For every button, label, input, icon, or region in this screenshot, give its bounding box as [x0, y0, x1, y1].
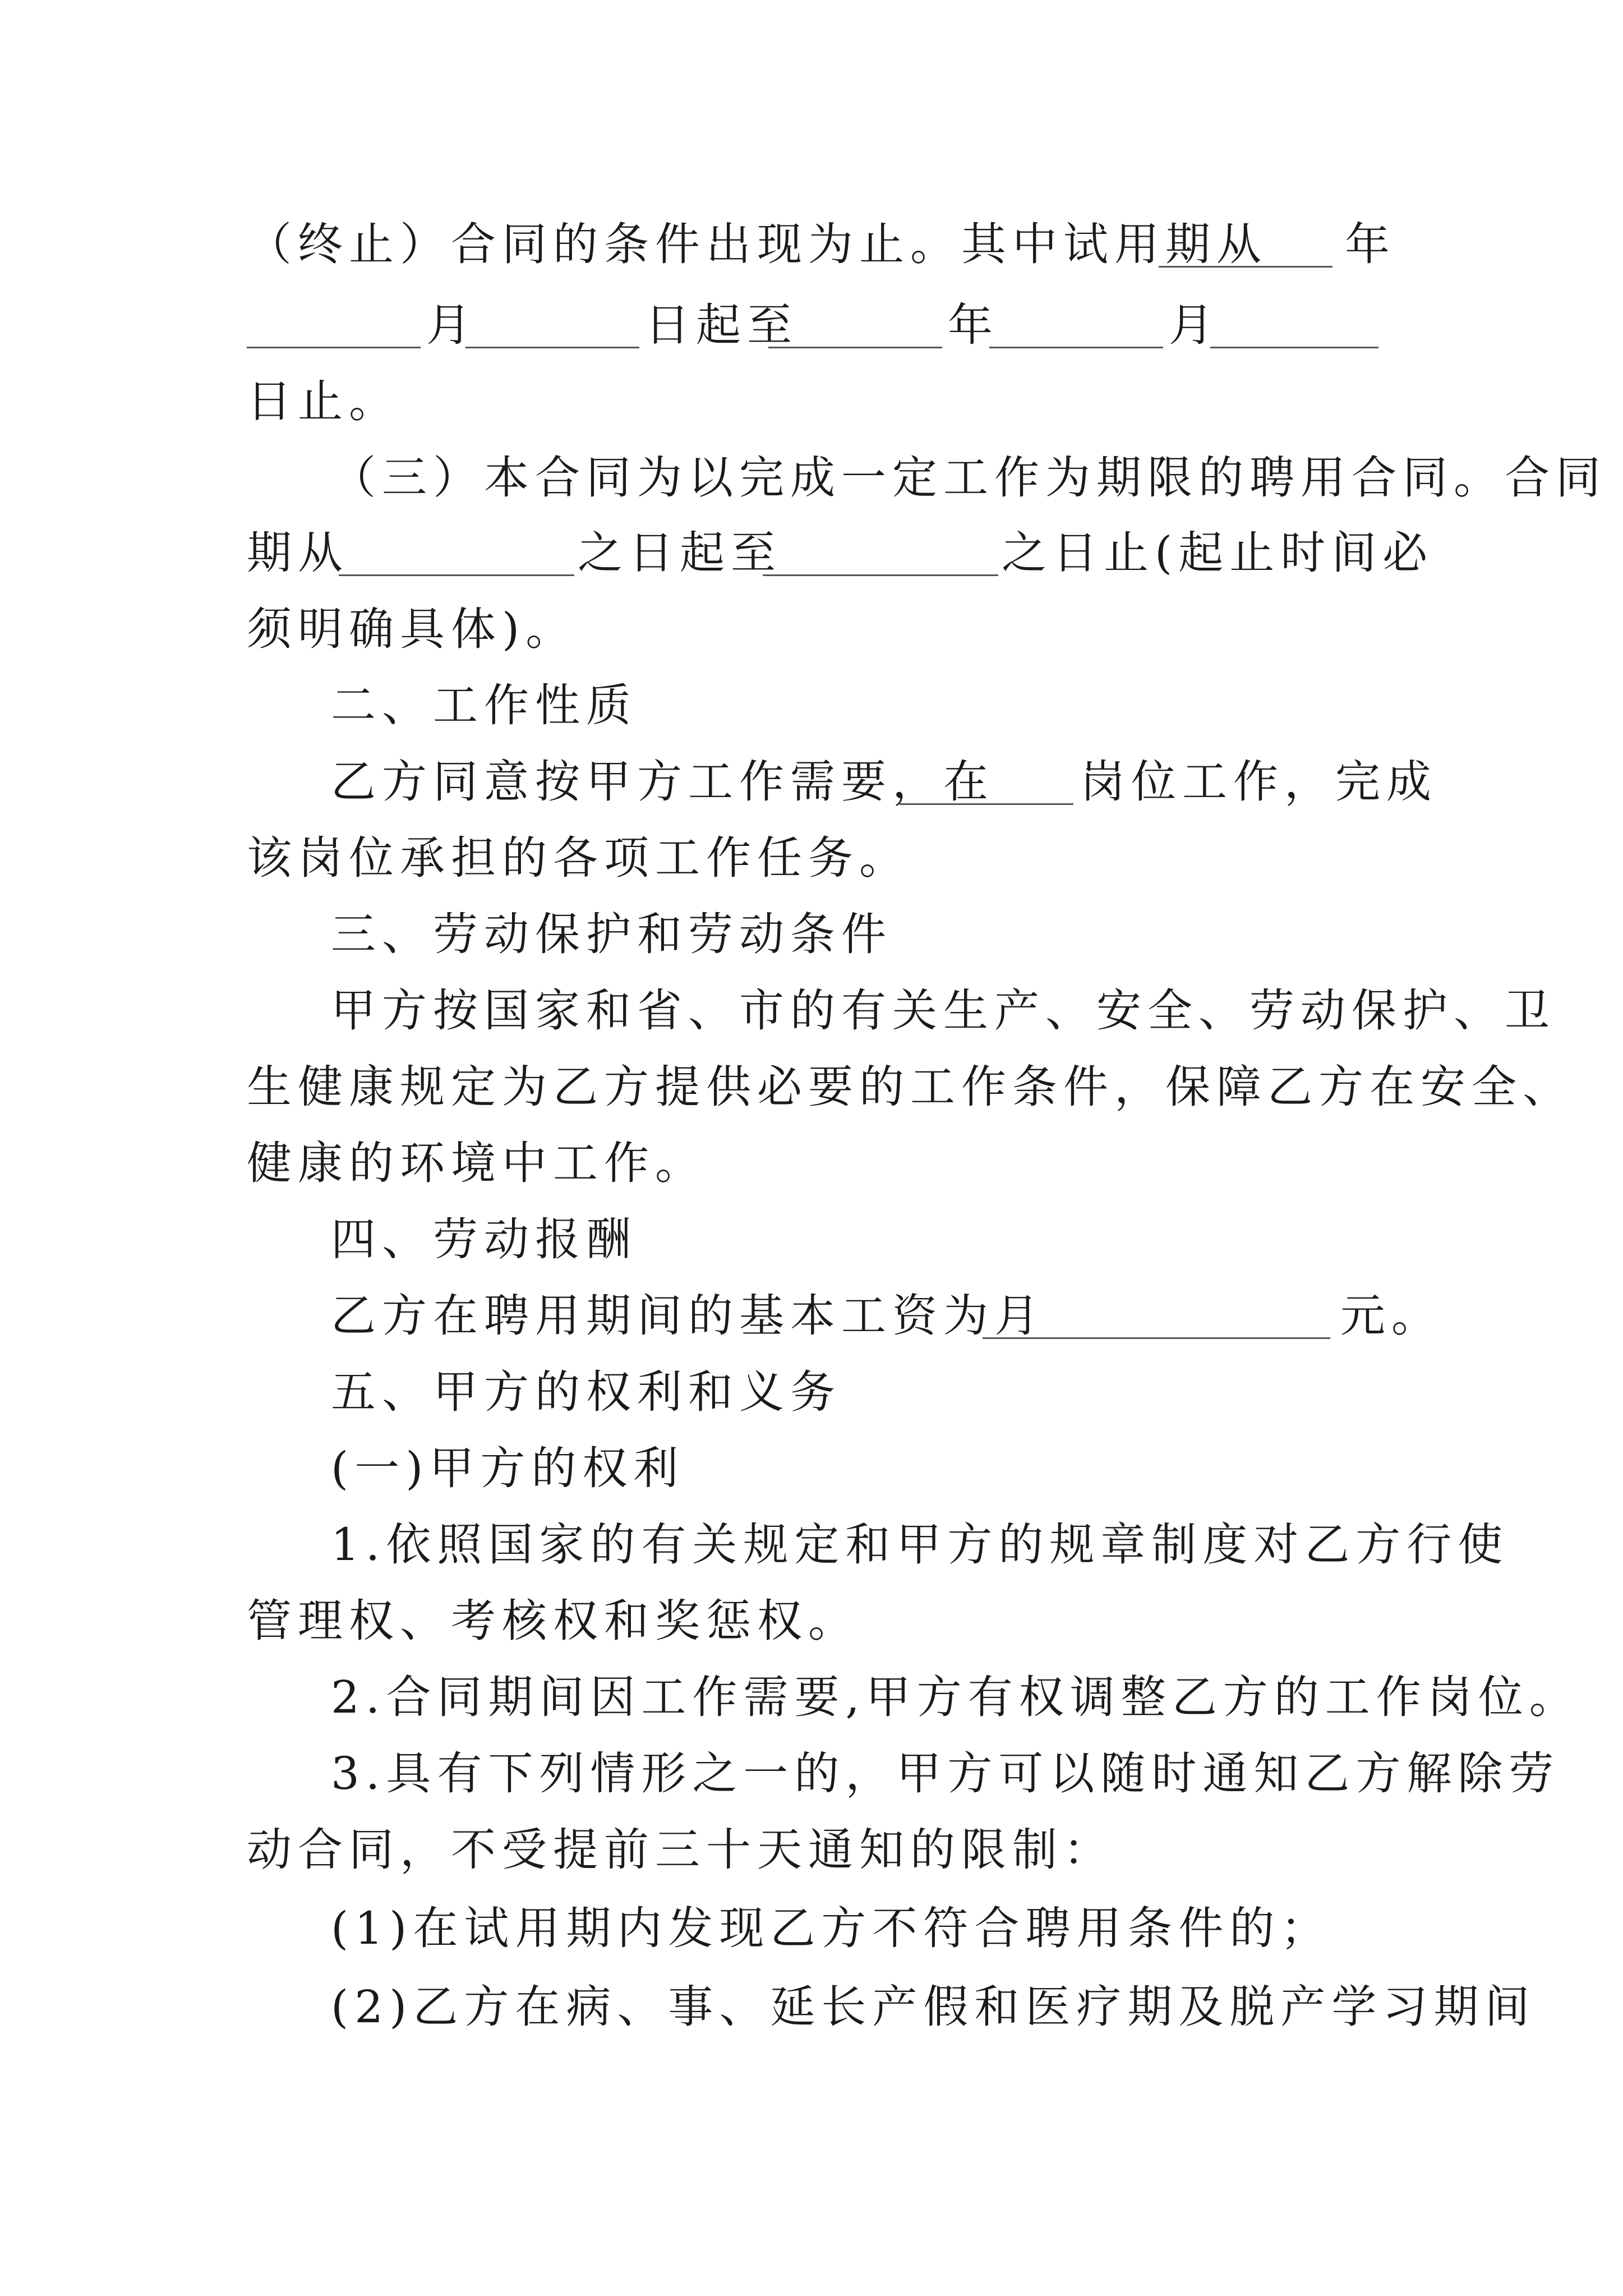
- list-item: [0, 1884, 1623, 1973]
- text-segment: 期从: [247, 527, 349, 579]
- text-segment: (2)乙方在病、事、延长产假和医疗期及脱产学习期间: [331, 1981, 1536, 2033]
- fill-in-blank: [763, 574, 998, 576]
- text-segment: 之日止(起止时间必: [1002, 527, 1434, 579]
- text-segment: 之日起至: [578, 527, 782, 579]
- text-segment: 1.依照国家的有关规定和甲方的规章制度对乙方行使: [331, 1519, 1509, 1571]
- list-item: [0, 1962, 1623, 2052]
- text-segment: 三、劳动保护和劳动条件: [331, 908, 892, 960]
- text-segment: 乙方同意按甲方工作需要，在: [331, 756, 994, 808]
- text-line: [0, 200, 1623, 289]
- text-segment: 日起至: [645, 299, 798, 351]
- fill-in-blank: [1159, 266, 1332, 268]
- fill-in-blank: [465, 347, 639, 348]
- text-line: [0, 1805, 1623, 1895]
- text-segment: 五、甲方的权利和义务: [331, 1366, 841, 1418]
- text-segment: 该岗位承担的各项工作任务。: [247, 832, 910, 884]
- text-segment: 元。: [1340, 1290, 1442, 1342]
- text-segment: （三）本合同为以完成一定工作为期限的聘用合同。合同: [331, 452, 1607, 504]
- fill-in-blank: [983, 1337, 1330, 1339]
- text-segment: 乙方在聘用期间的基本工资为月: [331, 1290, 1045, 1342]
- text-segment: 健康的环境中工作。: [247, 1137, 706, 1189]
- text-segment: 须明确具体)。: [247, 603, 577, 655]
- text-segment: (1)在试用期内发现乙方不符合聘用条件的；: [331, 1902, 1332, 1954]
- text-segment: 四、劳动报酬: [331, 1213, 637, 1266]
- fill-in-blank: [247, 347, 421, 348]
- text-segment: 动合同，不受提前三十天通知的限制：: [247, 1824, 1114, 1876]
- text-segment: 2.合同期间因工作需要,甲方有权调整乙方的工作岗位。: [331, 1671, 1580, 1723]
- text-segment: （终止）合同的条件出现为止。其中试用期从: [247, 218, 1267, 270]
- text-segment: 生健康规定为乙方提供必要的工作条件，保障乙方在安全、: [247, 1061, 1574, 1113]
- fill-in-blank: [1210, 347, 1378, 348]
- fill-in-blank: [989, 347, 1163, 348]
- fill-in-blank: [768, 347, 942, 348]
- text-segment: 岗位工作，完成: [1080, 756, 1437, 808]
- fill-in-blank: [900, 803, 1073, 805]
- text-segment: 年: [1345, 218, 1396, 270]
- fill-in-blank: [339, 574, 574, 576]
- text-segment: (一)甲方的权利: [331, 1442, 685, 1494]
- text-segment: 日止。: [247, 375, 400, 427]
- text-segment: 二、工作性质: [331, 679, 637, 731]
- text-segment: 管理权、考核权和奖惩权。: [247, 1595, 859, 1647]
- text-segment: 月: [1169, 299, 1220, 351]
- text-segment: 月: [426, 299, 477, 351]
- text-segment: 3.具有下列情形之一的，甲方可以随时通知乙方解除劳: [331, 1747, 1560, 1800]
- text-segment: 甲方按国家和省、市的有关生产、安全、劳动保护、卫: [331, 984, 1556, 1037]
- text-segment: 年: [948, 299, 999, 351]
